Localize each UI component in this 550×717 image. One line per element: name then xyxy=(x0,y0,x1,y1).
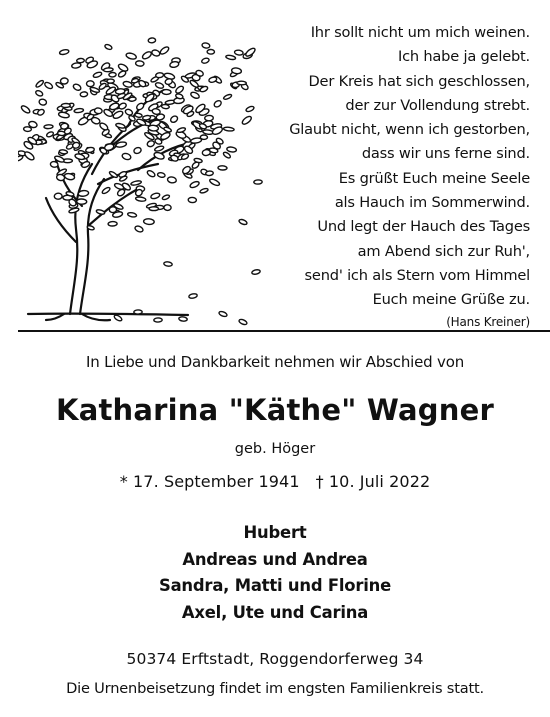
farewell-intro: In Liebe und Dankbarkeit nehmen wir Abschied von xyxy=(85,353,464,371)
leaf-icon xyxy=(96,209,105,215)
leaf-icon xyxy=(189,180,200,188)
leaf-icon xyxy=(146,169,156,178)
leaf-icon xyxy=(231,67,241,74)
leaf-icon xyxy=(164,205,171,211)
mourner-entry: Hubert xyxy=(243,523,307,542)
leaf-icon xyxy=(155,82,165,89)
leaf-icon xyxy=(35,79,44,88)
mourners-list xyxy=(0,520,550,626)
leaf-icon xyxy=(222,151,231,159)
leaf-icon xyxy=(103,68,113,72)
poem-line: Ich habe ja gelebt. xyxy=(397,48,530,66)
deceased-name: Katharina "Käthe" Wagner xyxy=(56,393,494,427)
leaf-icon xyxy=(241,115,253,126)
leaf-icon xyxy=(56,174,65,182)
mourner-entry: Andreas und Andrea xyxy=(182,549,368,569)
leaf-icon xyxy=(146,140,155,148)
leaf-icon xyxy=(72,83,82,92)
leaf-icon xyxy=(134,225,144,233)
leaf-icon xyxy=(94,108,102,114)
leaf-icon xyxy=(54,193,62,199)
leaf-icon xyxy=(152,108,161,115)
leaf-icon xyxy=(131,180,142,186)
leaf-icon xyxy=(148,125,159,131)
leaf-icon xyxy=(125,52,136,60)
leaf-icon xyxy=(121,152,131,160)
leaf-icon xyxy=(202,149,211,156)
leaf-icon xyxy=(86,81,94,87)
poem-line: Ihr sollt nicht um mich weinen. xyxy=(310,24,530,41)
leaf-icon xyxy=(141,50,152,60)
leaf-icon xyxy=(148,38,156,43)
leaf-icon xyxy=(115,88,125,94)
leaf-icon xyxy=(218,166,227,171)
birth-name: geb. Höger xyxy=(234,441,316,457)
leaf-icon xyxy=(151,49,161,57)
leaf-icon xyxy=(169,61,179,68)
leaf-icon xyxy=(226,146,236,152)
leaf-icon xyxy=(23,127,31,132)
leaf-icon xyxy=(175,85,185,94)
leaf-icon xyxy=(50,161,58,168)
leaf-icon xyxy=(59,149,68,154)
leaf-icon xyxy=(59,49,69,55)
leaf-icon xyxy=(109,102,120,111)
leaf-icon xyxy=(154,145,164,152)
leaf-icon xyxy=(23,150,35,161)
leaf-icon xyxy=(142,115,151,121)
leaf-icon xyxy=(44,81,54,90)
mourner-entry: Sandra, Matti und Florine xyxy=(158,576,392,595)
leaf-icon xyxy=(167,176,177,183)
poem-line: Der Kreis hat sich geschlossen, xyxy=(308,72,530,90)
leaf-icon xyxy=(161,104,169,109)
leaf-icon xyxy=(135,61,144,67)
family-address: 50374 Erftstadt, Roggendorferweg 34 xyxy=(126,650,424,668)
leaf-icon xyxy=(188,293,197,299)
leaf-icon xyxy=(226,55,236,61)
leaf-icon xyxy=(93,71,103,78)
poem-line: Glaubt nicht, wenn ich gestorben, xyxy=(289,121,530,139)
leaf-icon xyxy=(150,192,160,199)
poem xyxy=(260,21,530,330)
leaf-icon xyxy=(57,131,65,136)
leaf-icon xyxy=(154,318,162,322)
leaf-icon xyxy=(135,102,144,111)
leaf-icon xyxy=(213,99,222,108)
leaf-icon xyxy=(164,261,173,266)
leaf-icon xyxy=(72,142,80,149)
leaf-icon xyxy=(107,79,114,83)
poem-line: als Hauch im Sommerwind. xyxy=(334,194,530,212)
leaf-icon xyxy=(135,113,143,118)
leaf-icon xyxy=(190,137,202,143)
leaf-icon xyxy=(199,188,208,194)
birth-date: * 17. September 1941 xyxy=(119,472,300,491)
poem-line: dass wir uns ferne sind. xyxy=(361,145,530,163)
leaf-icon xyxy=(108,221,117,226)
leaf-icon xyxy=(143,218,154,224)
leaf-icon xyxy=(134,310,142,314)
leaf-icon xyxy=(58,111,70,118)
leaf-icon xyxy=(205,115,214,121)
leaf-icon xyxy=(163,126,172,132)
leaf-icon xyxy=(35,90,44,97)
leaf-icon xyxy=(98,82,107,90)
leaf-icon xyxy=(159,46,170,56)
leaf-icon xyxy=(44,125,53,129)
poem-author: (Hans Kreiner) xyxy=(446,314,530,329)
leaf-icon xyxy=(190,91,200,99)
leaf-icon xyxy=(39,98,48,105)
leaf-icon xyxy=(91,117,101,125)
leaf-icon xyxy=(206,171,214,176)
poem-line: der zur Vollendung strebt. xyxy=(345,96,530,114)
leaf-icon xyxy=(177,127,186,133)
poem-line: Es grüßt Euch meine Seele xyxy=(338,169,530,187)
leaf-icon xyxy=(238,218,247,225)
poem-line: Euch meine Grüße zu. xyxy=(372,291,530,309)
leaf-icon xyxy=(162,194,170,200)
leaf-icon xyxy=(101,186,111,194)
life-dates xyxy=(0,472,550,491)
mourner-entry: Axel, Ute und Carina xyxy=(181,602,369,622)
leaf-icon xyxy=(223,127,234,132)
leaf-icon xyxy=(179,316,188,321)
leaf-icon xyxy=(77,199,87,205)
leaf-icon xyxy=(208,76,217,83)
leaf-icon xyxy=(155,72,163,78)
leaf-icon xyxy=(135,196,146,201)
leaf-icon xyxy=(157,172,165,178)
leaf-icon xyxy=(113,314,122,322)
leaf-icon xyxy=(188,197,196,203)
leaf-icon xyxy=(104,44,112,51)
leaf-icon xyxy=(109,72,116,77)
death-date: † 10. Juli 2022 xyxy=(315,472,431,491)
leaf-icon xyxy=(169,115,178,124)
windswept-tree-icon xyxy=(18,14,273,332)
leaf-icon xyxy=(223,94,232,101)
leaf-icon xyxy=(20,105,31,115)
leaf-icon xyxy=(237,81,247,85)
leaf-icon xyxy=(202,42,211,48)
leaf-icon xyxy=(78,190,89,197)
leaf-icon xyxy=(209,178,221,187)
leaf-icon xyxy=(245,105,254,112)
leaf-icon xyxy=(201,57,210,64)
leaf-icon xyxy=(99,122,109,131)
leaf-icon xyxy=(117,63,129,73)
leaf-icon xyxy=(61,103,70,107)
burial-note: Die Urnenbeisetzung findet im engsten Familienkreis statt. xyxy=(66,680,484,697)
leaf-icon xyxy=(124,108,133,116)
leaf-icon xyxy=(80,92,88,98)
leaf-icon xyxy=(71,62,81,68)
divider-line xyxy=(18,330,550,332)
poem-line: Und legt der Hauch des Tages xyxy=(317,218,530,236)
leaf-icon xyxy=(245,47,257,58)
leaf-icon xyxy=(133,147,142,155)
poem-line: am Abend sich zur Ruh', xyxy=(357,242,530,260)
leaf-icon xyxy=(127,212,137,218)
leaf-icon xyxy=(115,123,125,129)
leaf-icon xyxy=(218,311,227,318)
leaf-icon xyxy=(149,207,158,211)
leaf-icon xyxy=(74,108,84,113)
poem-line: send' ich als Stern vom Himmel xyxy=(304,266,530,284)
leaf-icon xyxy=(128,97,136,102)
leaf-icon xyxy=(207,49,215,54)
leaf-icon xyxy=(238,318,247,325)
leaf-icon xyxy=(162,89,171,94)
leaf-icon xyxy=(234,50,243,56)
